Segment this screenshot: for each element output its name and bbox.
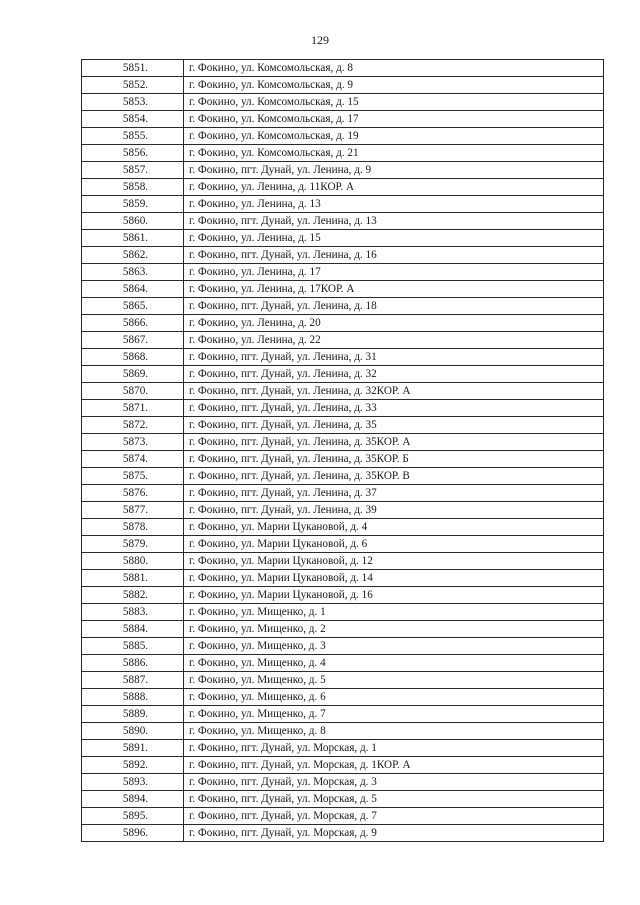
row-address: г. Фокино, пгт. Дунай, ул. Ленина, д. 35КОР. А (184, 434, 604, 451)
row-number: 5875. (82, 468, 184, 485)
table-row (82, 349, 604, 366)
row-address: г. Фокино, пгт. Дунай, ул. Ленина, д. 33 (184, 400, 604, 417)
row-address: г. Фокино, пгт. Дунай, ул. Ленина, д. 35КОР. В (184, 468, 604, 485)
row-number: 5859. (82, 196, 184, 213)
row-number: 5854. (82, 111, 184, 128)
row-address: г. Фокино, ул. Мищенко, д. 6 (184, 689, 604, 706)
row-number: 5880. (82, 553, 184, 570)
table-row (82, 60, 604, 77)
table-row (82, 145, 604, 162)
row-number: 5888. (82, 689, 184, 706)
row-address: г. Фокино, ул. Комсомольская, д. 15 (184, 94, 604, 111)
row-address: г. Фокино, ул. Комсомольская, д. 17 (184, 111, 604, 128)
row-address: г. Фокино, ул. Марии Цукановой, д. 16 (184, 587, 604, 604)
row-number: 5857. (82, 162, 184, 179)
table-row (82, 111, 604, 128)
table-row (82, 468, 604, 485)
row-number: 5858. (82, 179, 184, 196)
row-address: г. Фокино, ул. Ленина, д. 17КОР. А (184, 281, 604, 298)
table-row (82, 791, 604, 808)
row-address: г. Фокино, пгт. Дунай, ул. Ленина, д. 35КОР. Б (184, 451, 604, 468)
row-address: г. Фокино, пгт. Дунай, ул. Ленина, д. 32 (184, 366, 604, 383)
row-number: 5855. (82, 128, 184, 145)
row-address: г. Фокино, пгт. Дунай, ул. Морская, д. 7 (184, 808, 604, 825)
row-address: г. Фокино, ул. Ленина, д. 22 (184, 332, 604, 349)
row-address: г. Фокино, ул. Комсомольская, д. 19 (184, 128, 604, 145)
row-address: г. Фокино, ул. Марии Цукановой, д. 4 (184, 519, 604, 536)
row-address: г. Фокино, ул. Ленина, д. 20 (184, 315, 604, 332)
row-number: 5856. (82, 145, 184, 162)
row-number: 5873. (82, 434, 184, 451)
table-row (82, 723, 604, 740)
table-row (82, 706, 604, 723)
table-row (82, 485, 604, 502)
row-number: 5868. (82, 349, 184, 366)
row-number: 5860. (82, 213, 184, 230)
table-row (82, 638, 604, 655)
table-row (82, 332, 604, 349)
row-number: 5862. (82, 247, 184, 264)
row-number: 5870. (82, 383, 184, 400)
row-number: 5871. (82, 400, 184, 417)
row-number: 5886. (82, 655, 184, 672)
table-row (82, 689, 604, 706)
row-address: г. Фокино, ул. Мищенко, д. 3 (184, 638, 604, 655)
table-row (82, 128, 604, 145)
row-address: г. Фокино, ул. Марии Цукановой, д. 12 (184, 553, 604, 570)
table-row (82, 196, 604, 213)
row-address: г. Фокино, пгт. Дунай, ул. Ленина, д. 13 (184, 213, 604, 230)
table-row (82, 621, 604, 638)
row-address: г. Фокино, пгт. Дунай, ул. Морская, д. 5 (184, 791, 604, 808)
row-address: г. Фокино, ул. Марии Цукановой, д. 6 (184, 536, 604, 553)
table-row (82, 179, 604, 196)
row-address: г. Фокино, пгт. Дунай, ул. Ленина, д. 35 (184, 417, 604, 434)
row-address: г. Фокино, ул. Ленина, д. 15 (184, 230, 604, 247)
page-number: 129 (311, 33, 329, 47)
row-address: г. Фокино, ул. Мищенко, д. 8 (184, 723, 604, 740)
table-row (82, 655, 604, 672)
row-number: 5892. (82, 757, 184, 774)
row-number: 5896. (82, 825, 184, 842)
row-number: 5861. (82, 230, 184, 247)
row-address: г. Фокино, ул. Марии Цукановой, д. 14 (184, 570, 604, 587)
row-number: 5882. (82, 587, 184, 604)
row-address: г. Фокино, ул. Мищенко, д. 5 (184, 672, 604, 689)
row-address: г. Фокино, ул. Мищенко, д. 7 (184, 706, 604, 723)
row-address: г. Фокино, ул. Мищенко, д. 1 (184, 604, 604, 621)
row-address: г. Фокино, пгт. Дунай, ул. Морская, д. 1 (184, 740, 604, 757)
table-row (82, 757, 604, 774)
row-number: 5893. (82, 774, 184, 791)
table-row (82, 383, 604, 400)
row-address: г. Фокино, ул. Комсомольская, д. 8 (184, 60, 604, 77)
table-row (82, 77, 604, 94)
row-number: 5885. (82, 638, 184, 655)
row-number: 5895. (82, 808, 184, 825)
row-address: г. Фокино, ул. Ленина, д. 13 (184, 196, 604, 213)
table-row (82, 315, 604, 332)
row-number: 5890. (82, 723, 184, 740)
row-number: 5851. (82, 60, 184, 77)
row-address: г. Фокино, ул. Комсомольская, д. 21 (184, 145, 604, 162)
row-number: 5877. (82, 502, 184, 519)
table-row (82, 740, 604, 757)
row-address: г. Фокино, пгт. Дунай, ул. Морская, д. 1КОР. А (184, 757, 604, 774)
row-number: 5881. (82, 570, 184, 587)
table-row (82, 298, 604, 315)
row-address: г. Фокино, пгт. Дунай, ул. Ленина, д. 32КОР. А (184, 383, 604, 400)
address-register-body (82, 60, 604, 842)
row-number: 5853. (82, 94, 184, 111)
table-row (82, 570, 604, 587)
row-address: г. Фокино, ул. Мищенко, д. 4 (184, 655, 604, 672)
row-number: 5872. (82, 417, 184, 434)
address-register-table (81, 59, 604, 842)
row-number: 5889. (82, 706, 184, 723)
row-address: г. Фокино, пгт. Дунай, ул. Ленина, д. 39 (184, 502, 604, 519)
row-number: 5894. (82, 791, 184, 808)
table-row (82, 604, 604, 621)
row-address: г. Фокино, пгт. Дунай, ул. Ленина, д. 31 (184, 349, 604, 366)
table-row (82, 434, 604, 451)
row-address: г. Фокино, ул. Мищенко, д. 2 (184, 621, 604, 638)
table-row (82, 451, 604, 468)
row-address: г. Фокино, пгт. Дунай, ул. Ленина, д. 9 (184, 162, 604, 179)
table-row (82, 825, 604, 842)
table-row (82, 672, 604, 689)
row-address: г. Фокино, пгт. Дунай, ул. Морская, д. 9 (184, 825, 604, 842)
row-number: 5883. (82, 604, 184, 621)
table-row (82, 213, 604, 230)
table-row (82, 230, 604, 247)
table-row (82, 162, 604, 179)
table-row (82, 247, 604, 264)
table-row (82, 264, 604, 281)
row-number: 5878. (82, 519, 184, 536)
row-number: 5865. (82, 298, 184, 315)
row-number: 5852. (82, 77, 184, 94)
table-row (82, 94, 604, 111)
table-row (82, 774, 604, 791)
table-row (82, 519, 604, 536)
table-row (82, 366, 604, 383)
table-row (82, 400, 604, 417)
row-number: 5887. (82, 672, 184, 689)
row-number: 5879. (82, 536, 184, 553)
table-row (82, 502, 604, 519)
row-address: г. Фокино, пгт. Дунай, ул. Ленина, д. 37 (184, 485, 604, 502)
row-number: 5891. (82, 740, 184, 757)
row-number: 5863. (82, 264, 184, 281)
row-address: г. Фокино, ул. Ленина, д. 17 (184, 264, 604, 281)
table-row (82, 417, 604, 434)
table-row (82, 536, 604, 553)
row-number: 5864. (82, 281, 184, 298)
table-row (82, 553, 604, 570)
row-address: г. Фокино, пгт. Дунай, ул. Ленина, д. 18 (184, 298, 604, 315)
row-number: 5884. (82, 621, 184, 638)
row-number: 5876. (82, 485, 184, 502)
row-number: 5874. (82, 451, 184, 468)
row-number: 5867. (82, 332, 184, 349)
table-row (82, 808, 604, 825)
row-number: 5869. (82, 366, 184, 383)
row-number: 5866. (82, 315, 184, 332)
table-row (82, 587, 604, 604)
table-row (82, 281, 604, 298)
row-address: г. Фокино, ул. Комсомольская, д. 9 (184, 77, 604, 94)
row-address: г. Фокино, пгт. Дунай, ул. Морская, д. 3 (184, 774, 604, 791)
row-address: г. Фокино, ул. Ленина, д. 11КОР. А (184, 179, 604, 196)
row-address: г. Фокино, пгт. Дунай, ул. Ленина, д. 16 (184, 247, 604, 264)
